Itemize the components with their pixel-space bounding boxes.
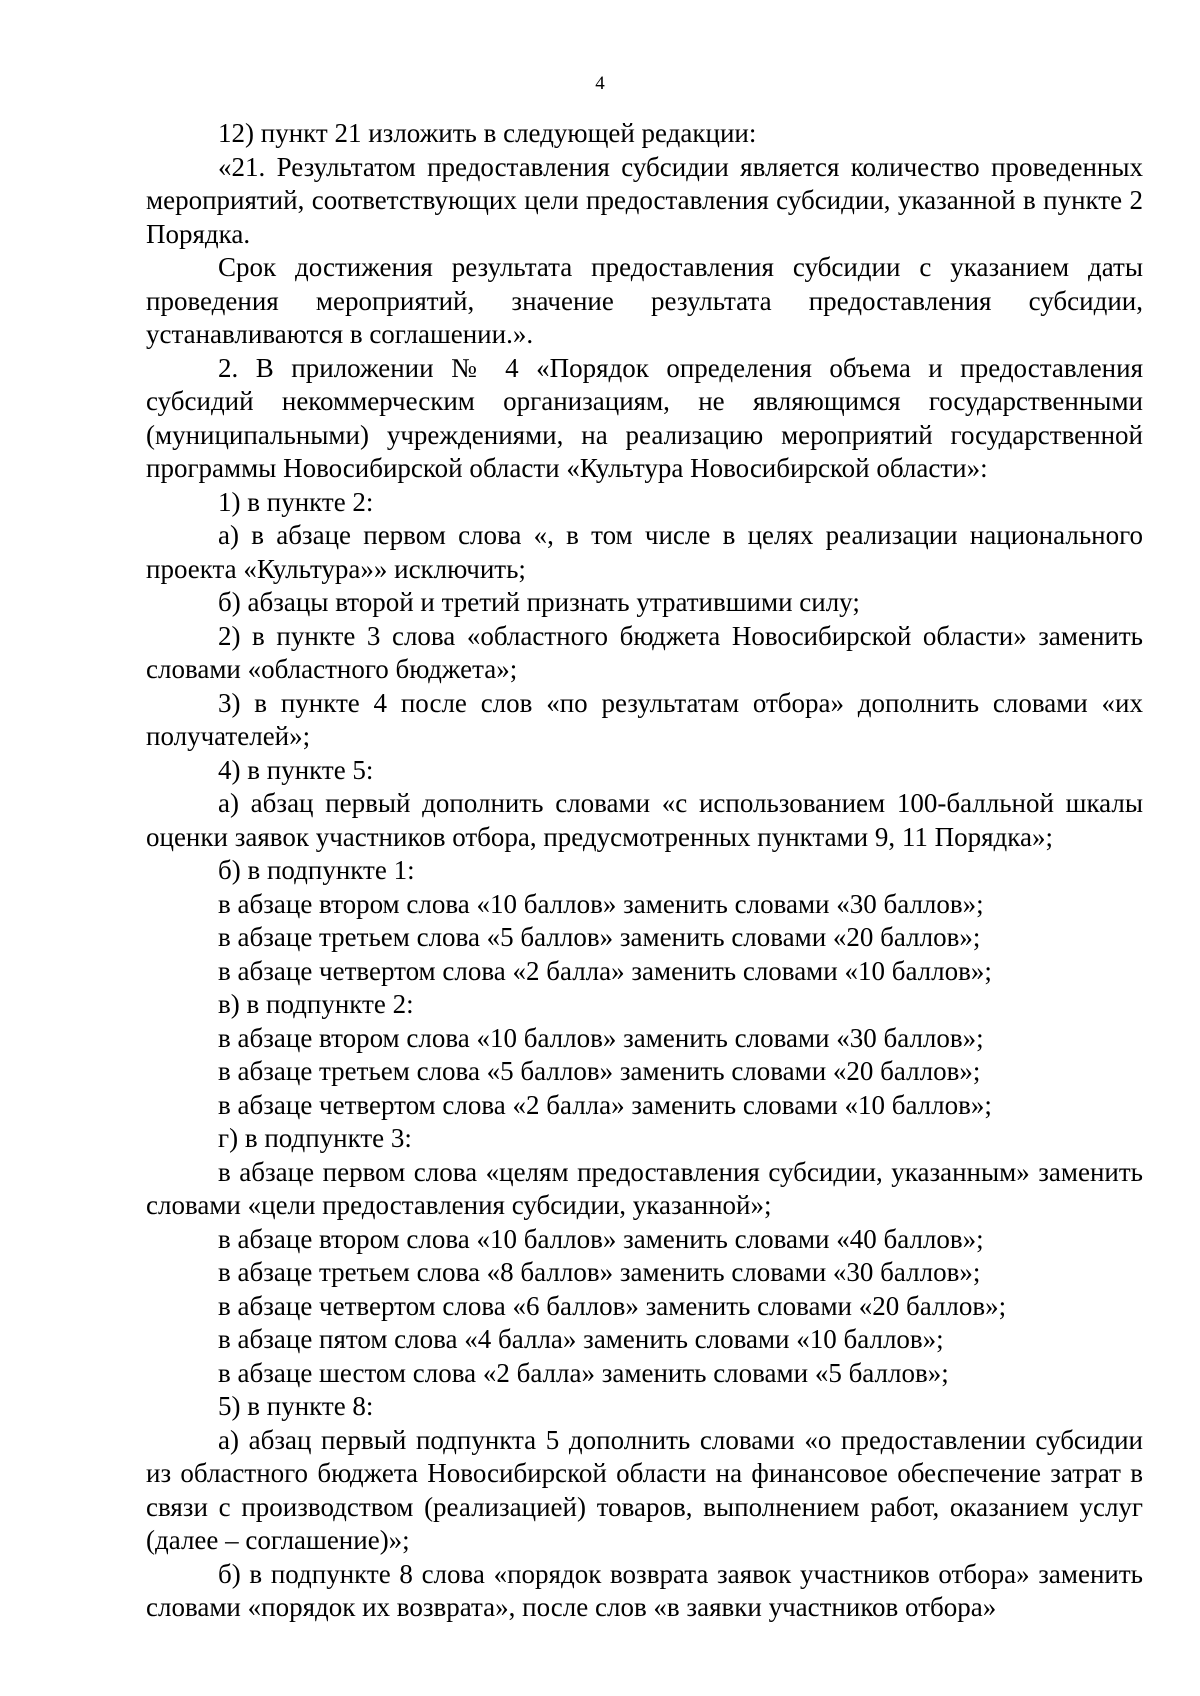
paragraph-line: в абзаце первом слова «целям предоставления субсидии, указанным» заменить словами «цели предоставления субсидии, указанной»;: [146, 1156, 1143, 1220]
paragraph-item-21-text: «21. Результатом предоставления субсидии является количество проведенных мероприятий, соответствующих цели предоставления субсидии, указанной в пункте 2 Порядка.: [146, 151, 1143, 249]
paragraph-line: в абзаце четвертом слова «6 баллов» заменить словами «20 баллов»;: [218, 1290, 1007, 1321]
paragraph-line: в абзаце третьем слова «5 баллов» заменить словами «20 баллов»;: [218, 922, 981, 952]
paragraph-point-5b: б) в подпункте 8 слова «порядок возврата заявок участников отбора» заменить словами «порядок их возврата», после слов «в заявки участников отбора»: [146, 1558, 1143, 1622]
page-number: 4: [595, 73, 605, 94]
paragraph-point-4: 4) в пункте 5:: [218, 754, 374, 785]
paragraph-point-1b: б) абзацы второй и третий признать утратившими силу;: [218, 587, 860, 617]
paragraph-deadline: Срок достижения результата предоставления субсидии с указанием даты проведения мероприятий, значение результата предоставления субсидии, устанавливаются в соглашении.».: [146, 252, 1143, 349]
paragraph-line: в абзаце четвертом слова «2 балла» заменить словами «10 баллов»;: [218, 1089, 992, 1120]
paragraph-point-3: 3) в пункте 4 после слов «по результатам отбора» дополнить словами «их получателей»;: [146, 687, 1143, 751]
paragraph-point-4a: а) абзац первый дополнить словами «с использованием 100-балльной шкалы оценки заявок участников отбора, предусмотренных пунктами 9, 11 Порядка»;: [146, 788, 1143, 852]
paragraph-line: в абзаце третьем слова «8 баллов» заменить словами «30 баллов»;: [218, 1257, 981, 1287]
paragraph-section-2: 2. В приложении № 4 «Порядок определения объема и предоставления субсидий некоммерческим организациям, не являющимся государственными (муниципальными) учреждениями, на реализацию мероприятий государственной программы Новосибирской области «Культура Новосибирской области»:: [146, 352, 1143, 483]
paragraph-line: в абзаце третьем слова «5 баллов» заменить словами «20 баллов»;: [218, 1056, 981, 1086]
paragraph-point-1a: а) в абзаце первом слова «, в том числе в целях реализации национального проекта «Культура»» исключить;: [146, 520, 1143, 584]
paragraph-point-2: 2) в пункте 3 слова «областного бюджета Новосибирской области» заменить словами «областного бюджета»;: [146, 620, 1143, 684]
document-body: [146, 117, 1143, 1625]
paragraph-line: в абзаце шестом слова «2 балла» заменить словами «5 баллов»;: [218, 1357, 949, 1388]
paragraph-line: в абзаце пятом слова «4 балла» заменить словами «10 баллов»;: [218, 1324, 944, 1354]
paragraph-item-12-heading: 12) пункт 21 изложить в следующей редакции:: [218, 118, 757, 148]
paragraph-point-4v: в) в подпункте 2:: [218, 989, 414, 1019]
paragraph-point-5a: а) абзац первый подпункта 5 дополнить словами «о предоставлении субсидии из областного бюджета Новосибирской области на финансовое обеспечение затрат в связи с производством (реализацией) товаров, выполнением работ, оказанием услуг (далее – соглашение)»;: [146, 1424, 1143, 1555]
paragraph-point-1: 1) в пункте 2:: [218, 486, 374, 517]
paragraph-line: в абзаце втором слова «10 баллов» заменить словами «30 баллов»;: [218, 1022, 984, 1053]
paragraph-line: в абзаце четвертом слова «2 балла» заменить словами «10 баллов»;: [218, 955, 992, 986]
paragraph-point-5: 5) в пункте 8:: [218, 1391, 374, 1421]
paragraph-point-4b: б) в подпункте 1:: [218, 855, 415, 885]
paragraph-point-4g: г) в подпункте 3:: [218, 1123, 412, 1153]
paragraph-line: в абзаце втором слова «10 баллов» заменить словами «30 баллов»;: [218, 888, 984, 919]
paragraph-line: в абзаце втором слова «10 баллов» заменить словами «40 баллов»;: [218, 1223, 984, 1254]
